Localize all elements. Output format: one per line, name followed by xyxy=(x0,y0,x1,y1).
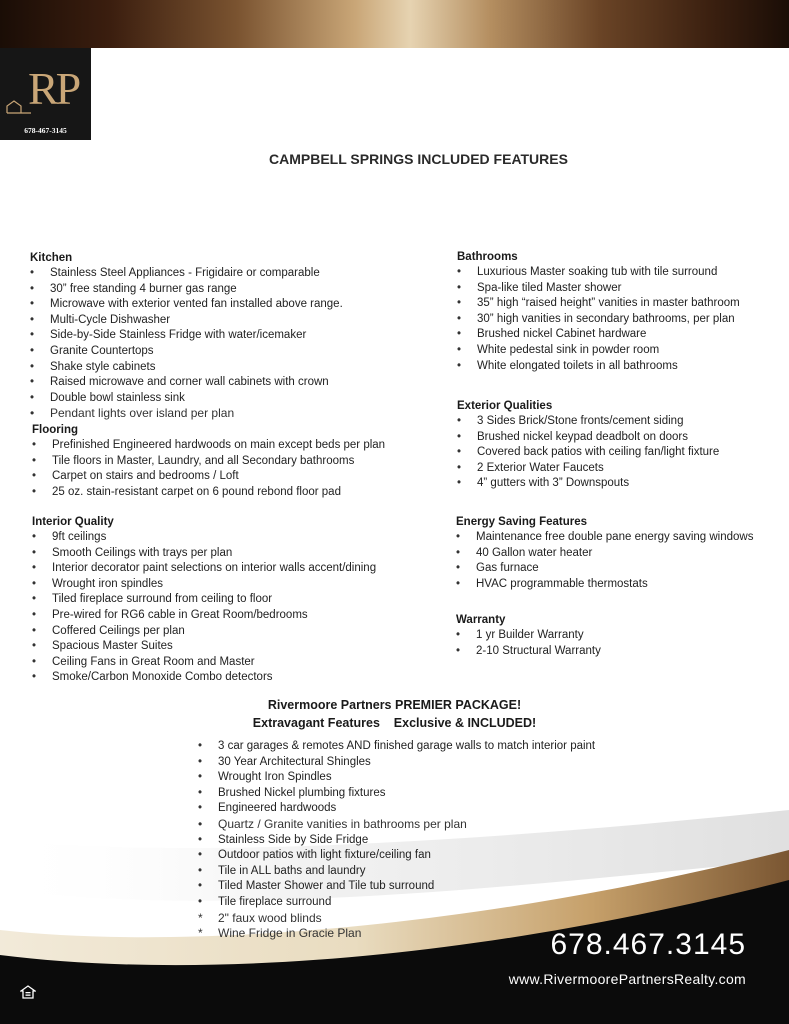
warranty-section xyxy=(456,613,601,659)
list-item: • 3 Sides Brick/Stone fronts/cement siding xyxy=(457,414,719,430)
list-item: • Smooth Ceilings with trays per plan xyxy=(32,546,376,562)
list-item: • Brushed Nickel plumbing fixtures xyxy=(198,786,595,802)
bathrooms-section xyxy=(457,250,740,374)
list-item: • Tiled Master Shower and Tile tub surround xyxy=(198,879,595,895)
footer-phone: 678.467.3145 xyxy=(550,928,746,961)
logo-phone: 678-467-3145 xyxy=(24,126,67,135)
exterior-qualities-section xyxy=(457,399,719,492)
list-item: • Carpet on stairs and bedrooms / Loft xyxy=(32,469,385,485)
list-item: • 1 yr Builder Warranty xyxy=(456,628,601,644)
list-item: • Smoke/Carbon Monoxide Combo detectors xyxy=(32,670,376,686)
list-item: • Tile in ALL baths and laundry xyxy=(198,864,595,880)
list-item: • 30” high vanities in secondary bathrooms, per plan xyxy=(457,312,740,328)
premier-title-line-1: Rivermoore Partners PREMIER PACKAGE! xyxy=(267,698,522,712)
list-item: • 2 Exterior Water Faucets xyxy=(457,461,719,477)
list-item: * 2" faux wood blinds xyxy=(198,911,595,927)
list-item: • Gas furnace xyxy=(456,561,753,577)
list-item: • Wrought iron spindles xyxy=(32,577,376,593)
energy-saving-heading: Energy Saving Features xyxy=(456,516,588,528)
list-item: • Stainless Steel Appliances - Frigidaire or comparable xyxy=(30,266,343,282)
list-item: • Tile floors in Master, Laundry, and all Secondary bathrooms xyxy=(32,454,385,470)
list-item: • Double bowl stainless sink xyxy=(30,391,343,407)
list-item: • Prefinished Engineered hardwoods on main except beds per plan xyxy=(32,438,385,454)
kitchen-heading: Kitchen xyxy=(30,252,73,264)
list-item: • Raised microwave and corner wall cabinets with crown xyxy=(30,375,343,391)
list-item: • Coffered Ceilings per plan xyxy=(32,624,376,640)
list-item: • 2-10 Structural Warranty xyxy=(456,644,601,660)
list-item: • 3 car garages & remotes AND finished garage walls to match interior paint xyxy=(198,739,595,755)
premier-package-list xyxy=(198,739,595,942)
interior-quality-heading: Interior Quality xyxy=(32,516,114,528)
list-item: • Engineered hardwoods xyxy=(198,801,595,817)
logo-letters: RP xyxy=(28,63,79,114)
list-item: • Quartz / Granite vanities in bathrooms per plan xyxy=(198,817,595,833)
list-item: • 30 Year Architectural Shingles xyxy=(198,755,595,771)
list-item: • HVAC programmable thermostats xyxy=(456,577,753,593)
exterior-qualities-heading: Exterior Qualities xyxy=(457,400,553,412)
list-item: • Shake style cabinets xyxy=(30,360,343,376)
list-item: • Granite Countertops xyxy=(30,344,343,360)
list-item: • 35” high “raised height” vanities in master bathroom xyxy=(457,296,740,312)
energy-saving-list xyxy=(456,530,753,592)
list-item: • 4” gutters with 3” Downspouts xyxy=(457,476,719,492)
list-item: • Multi-Cycle Dishwasher xyxy=(30,313,343,329)
list-item: • Luxurious Master soaking tub with tile surround xyxy=(457,265,740,281)
list-item: • Spacious Master Suites xyxy=(32,639,376,655)
list-item: • Brushed nickel Cabinet hardware xyxy=(457,327,740,343)
warranty-heading: Warranty xyxy=(456,614,506,626)
list-item: • Maintenance free double pane energy saving windows xyxy=(456,530,753,546)
premier-package-title xyxy=(0,696,789,732)
kitchen-list xyxy=(30,266,343,422)
list-item: * Wine Fridge in Gracie Plan xyxy=(198,926,595,942)
equal-housing-icon xyxy=(20,985,36,999)
list-item: • Covered back patios with ceiling fan/light fixture xyxy=(457,445,719,461)
footer-website: www.RivermoorePartnersRealty.com xyxy=(508,971,746,987)
top-gradient-bar xyxy=(0,0,789,48)
list-item: • Side-by-Side Stainless Fridge with water/icemaker xyxy=(30,328,343,344)
list-item: • Stainless Side by Side Fridge xyxy=(198,833,595,849)
list-item: • Outdoor patios with light fixture/ceiling fan xyxy=(198,848,595,864)
list-item: • 40 Gallon water heater xyxy=(456,546,753,562)
page-title: CAMPBELL SPRINGS INCLUDED FEATURES xyxy=(269,151,568,167)
company-logo xyxy=(0,48,91,140)
list-item: • Pre-wired for RG6 cable in Great Room/bedrooms xyxy=(32,608,376,624)
premier-title-line-2: Extravagant Features Exclusive & INCLUDED! xyxy=(252,716,537,730)
energy-saving-section xyxy=(456,515,753,592)
exterior-qualities-list xyxy=(457,414,719,492)
interior-quality-section xyxy=(32,515,376,686)
list-item: • Wrought Iron Spindles xyxy=(198,770,595,786)
list-item: • Pendant lights over island per plan xyxy=(30,406,343,422)
list-item: • Microwave with exterior vented fan installed above range. xyxy=(30,297,343,313)
list-item: • White pedestal sink in powder room xyxy=(457,343,740,359)
flooring-section xyxy=(32,423,385,500)
list-item: • 9ft ceilings xyxy=(32,530,376,546)
list-item: • Spa-like tiled Master shower xyxy=(457,281,740,297)
list-item: • 30” free standing 4 burner gas range xyxy=(30,282,343,298)
list-item: • 25 oz. stain-resistant carpet on 6 pound rebond floor pad xyxy=(32,485,385,501)
kitchen-section xyxy=(30,251,343,422)
interior-quality-list xyxy=(32,530,376,686)
list-item: • Tile fireplace surround xyxy=(198,895,595,911)
flooring-heading: Flooring xyxy=(32,424,78,436)
list-item: • White elongated toilets in all bathrooms xyxy=(457,359,740,375)
flooring-list xyxy=(32,438,385,500)
warranty-list xyxy=(456,628,601,659)
list-item: • Tiled fireplace surround from ceiling to floor xyxy=(32,592,376,608)
list-item: • Brushed nickel keypad deadbolt on doors xyxy=(457,430,719,446)
list-item: • Interior decorator paint selections on interior walls accent/dining xyxy=(32,561,376,577)
bathrooms-list xyxy=(457,265,740,374)
bathrooms-heading: Bathrooms xyxy=(457,251,518,263)
list-item: • Ceiling Fans in Great Room and Master xyxy=(32,655,376,671)
